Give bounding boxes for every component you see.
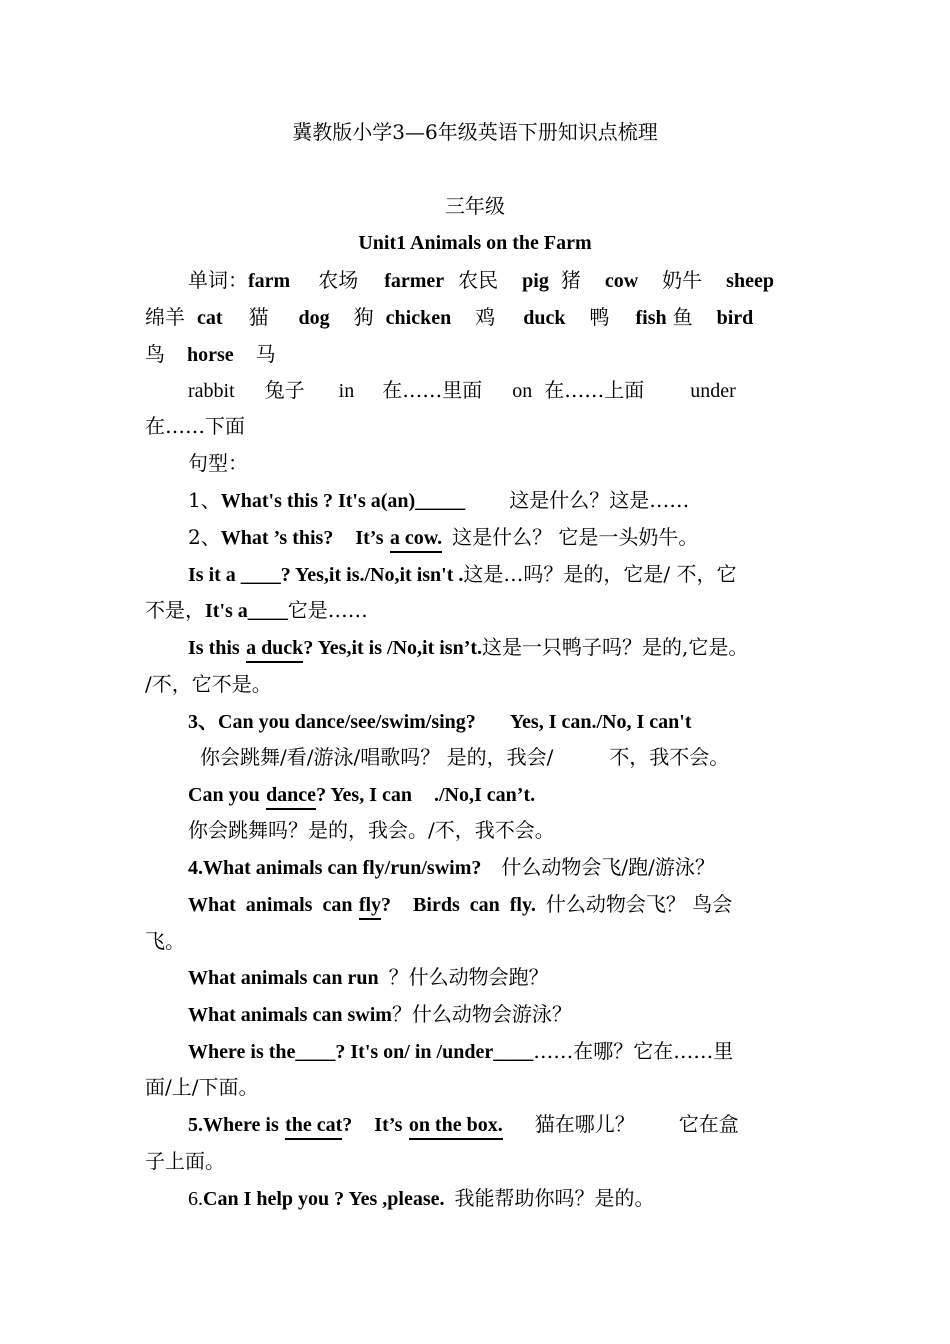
sentence-zh: ？什么动物会跑？ bbox=[388, 965, 549, 989]
vocab-word: in bbox=[338, 380, 355, 402]
sentence-zh: 你会跳舞/看/游泳/唱歌吗？ 是的，我会/ bbox=[200, 745, 554, 769]
vocab-word: chicken bbox=[385, 307, 452, 329]
patterns-label: 句型： bbox=[188, 451, 248, 475]
sentence-zh: 这是什么？这是…… bbox=[509, 488, 690, 512]
vocab-word: sheep bbox=[726, 270, 774, 292]
sentence-en: 5.Where is bbox=[188, 1114, 279, 1136]
vocab-meaning: 奶牛 bbox=[662, 268, 703, 292]
vocab-word: pig bbox=[522, 270, 549, 292]
sentence-en: ? bbox=[342, 1114, 353, 1136]
vocab-meaning: 鱼 bbox=[672, 305, 693, 329]
sentence-zh: 这是什么？ 它是一头奶牛。 bbox=[452, 525, 699, 549]
sentence-5 bbox=[188, 708, 691, 734]
sentence-4-cont: /不，它不是。 bbox=[145, 672, 272, 696]
sentence-10 bbox=[188, 1001, 572, 1027]
sentence-en: ? Yes, I can bbox=[316, 784, 412, 806]
underlined-phrase: dance bbox=[266, 782, 316, 810]
vocab-word: under bbox=[690, 380, 736, 402]
vocab-meaning: 鸡 bbox=[475, 305, 496, 329]
sentence-en: ./No,I can’t. bbox=[434, 784, 536, 806]
sentence-en: Is it a ____? Yes,it is./No,it isn't . bbox=[188, 564, 464, 586]
sentence-1 bbox=[188, 487, 689, 513]
vocab-word: farm bbox=[248, 270, 291, 292]
sentence-2 bbox=[188, 524, 698, 550]
item-number: 2、 bbox=[188, 525, 221, 549]
vocab-word: rabbit bbox=[188, 380, 235, 402]
vocab-meaning: 在……上面 bbox=[544, 378, 645, 402]
unit-heading: Unit1 Animals on the Farm bbox=[358, 232, 592, 254]
sentence-en: Yes, I can./No, I can't bbox=[509, 711, 692, 733]
vocab-meaning: 兔子 bbox=[264, 378, 305, 402]
sentence-en: ? bbox=[381, 894, 392, 916]
vocab-word: cow bbox=[604, 270, 639, 292]
sentence-en: It's a____ bbox=[205, 600, 288, 622]
sentence-zh: 这是一只鸭子吗？是的,它是。 bbox=[482, 635, 749, 659]
sentence-6-zh: 你会跳舞吗？是的，我会。/不，我不会。 bbox=[188, 818, 555, 842]
item-number: 6. bbox=[188, 1188, 203, 1210]
vocab-word: on bbox=[512, 380, 533, 402]
sentence-4 bbox=[188, 634, 748, 660]
sentence-11 bbox=[188, 1038, 733, 1064]
vocab-word: bird bbox=[716, 307, 754, 329]
underlined-phrase: fly bbox=[359, 892, 381, 920]
vocab-meaning: 农民 bbox=[458, 268, 499, 292]
sentence-en: It’s bbox=[355, 527, 384, 549]
sentence-8 bbox=[188, 891, 732, 917]
sentence-en: What animals can swim bbox=[188, 1004, 392, 1026]
sentence-7 bbox=[188, 854, 715, 880]
item-number: 1、 bbox=[188, 488, 221, 512]
sentence-en: Where is the____? It's on/ in /under____ bbox=[188, 1041, 534, 1063]
sentence-13 bbox=[188, 1185, 655, 1211]
vocab-meaning: 狗 bbox=[353, 305, 374, 329]
vocab-word: fish bbox=[635, 307, 667, 329]
vocab-line-2 bbox=[145, 304, 753, 330]
sentence-zh: 猫在哪儿？ bbox=[534, 1112, 635, 1136]
vocab-word: dog bbox=[298, 307, 330, 329]
vocab-meaning: 鸟 bbox=[145, 342, 165, 366]
sentence-en: What's this ? It's a(an)_____ bbox=[220, 490, 466, 512]
sentence-zh: 它是…… bbox=[287, 598, 368, 622]
underlined-phrase: a duck bbox=[246, 635, 303, 663]
sentence-en: It’s bbox=[374, 1114, 403, 1136]
sentence-zh: 我能帮助你吗？是的。 bbox=[454, 1186, 655, 1210]
underlined-phrase: on the box. bbox=[409, 1112, 503, 1140]
sentence-en: What ’s this? bbox=[220, 527, 334, 549]
vocab-meaning: 鸭 bbox=[589, 305, 610, 329]
vocab-meaning: 农场 bbox=[318, 268, 359, 292]
sentence-8-cont: 飞。 bbox=[145, 929, 185, 953]
vocab-word: duck bbox=[523, 307, 566, 329]
sentence-3 bbox=[188, 561, 737, 587]
vocab-meaning: 在……里面 bbox=[382, 378, 483, 402]
vocab-meaning: 猪 bbox=[560, 268, 581, 292]
sentence-en: What animals can run bbox=[188, 967, 379, 989]
sentence-en: ? Yes,it is /No,it isn’t. bbox=[303, 637, 483, 659]
vocab-line-5: 在……下面 bbox=[145, 414, 245, 438]
sentence-3-cont bbox=[145, 597, 368, 623]
sentence-zh: ……在哪？它在……里 bbox=[533, 1039, 734, 1063]
sentence-zh: 不是， bbox=[145, 598, 205, 622]
sentence-en: 4.What animals can fly/run/swim? bbox=[188, 857, 482, 879]
sentence-zh: 什么动物会飞/跑/游泳？ bbox=[501, 855, 715, 879]
vocab-line-1 bbox=[188, 267, 774, 293]
sentence-zh: 什么动物会飞？ 鸟会 bbox=[545, 892, 733, 916]
sentence-5-zh bbox=[200, 744, 729, 770]
sentence-zh: 它在盒 bbox=[678, 1112, 739, 1136]
sentence-zh: 不，我不会。 bbox=[609, 745, 730, 769]
sentence-en: Is this bbox=[188, 637, 240, 659]
vocab-line-4 bbox=[188, 377, 736, 403]
sentence-en: Can I help you ? Yes ,please. bbox=[203, 1188, 445, 1210]
vocab-meaning: 猫 bbox=[248, 305, 269, 329]
vocab-word: cat bbox=[197, 307, 223, 329]
vocab-label: 单词： bbox=[188, 268, 248, 292]
underlined-phrase: the cat bbox=[285, 1112, 342, 1140]
sentence-zh: 这是…吗？是的，它是/ 不，它 bbox=[463, 562, 737, 586]
sentence-6 bbox=[188, 781, 535, 807]
vocab-word: farmer bbox=[384, 270, 445, 292]
sentence-en: What animals can bbox=[188, 894, 353, 916]
vocab-meaning: 绵羊 bbox=[145, 305, 185, 329]
sentence-12-cont: 子上面。 bbox=[145, 1149, 225, 1173]
sentence-11-cont: 面/上/下面。 bbox=[145, 1075, 259, 1099]
sentence-en: Can you dance/see/swim/sing? bbox=[218, 711, 476, 733]
sentence-en: Birds can fly. bbox=[413, 894, 536, 916]
document-title: 冀教版小学3—6年级英语下册知识点梳理 bbox=[292, 120, 658, 144]
vocab-meaning: 马 bbox=[255, 342, 276, 366]
sentence-9 bbox=[188, 964, 549, 990]
vocab-word: horse bbox=[187, 344, 234, 366]
sentence-en: Can you bbox=[188, 784, 260, 806]
sentence-zh: ？什么动物会游泳？ bbox=[391, 1002, 572, 1026]
vocab-line-3 bbox=[145, 341, 276, 367]
sentence-12 bbox=[188, 1111, 739, 1137]
item-number: 3、 bbox=[188, 711, 218, 733]
underlined-phrase: a cow. bbox=[390, 525, 442, 553]
grade-heading: 三年级 bbox=[445, 194, 505, 218]
